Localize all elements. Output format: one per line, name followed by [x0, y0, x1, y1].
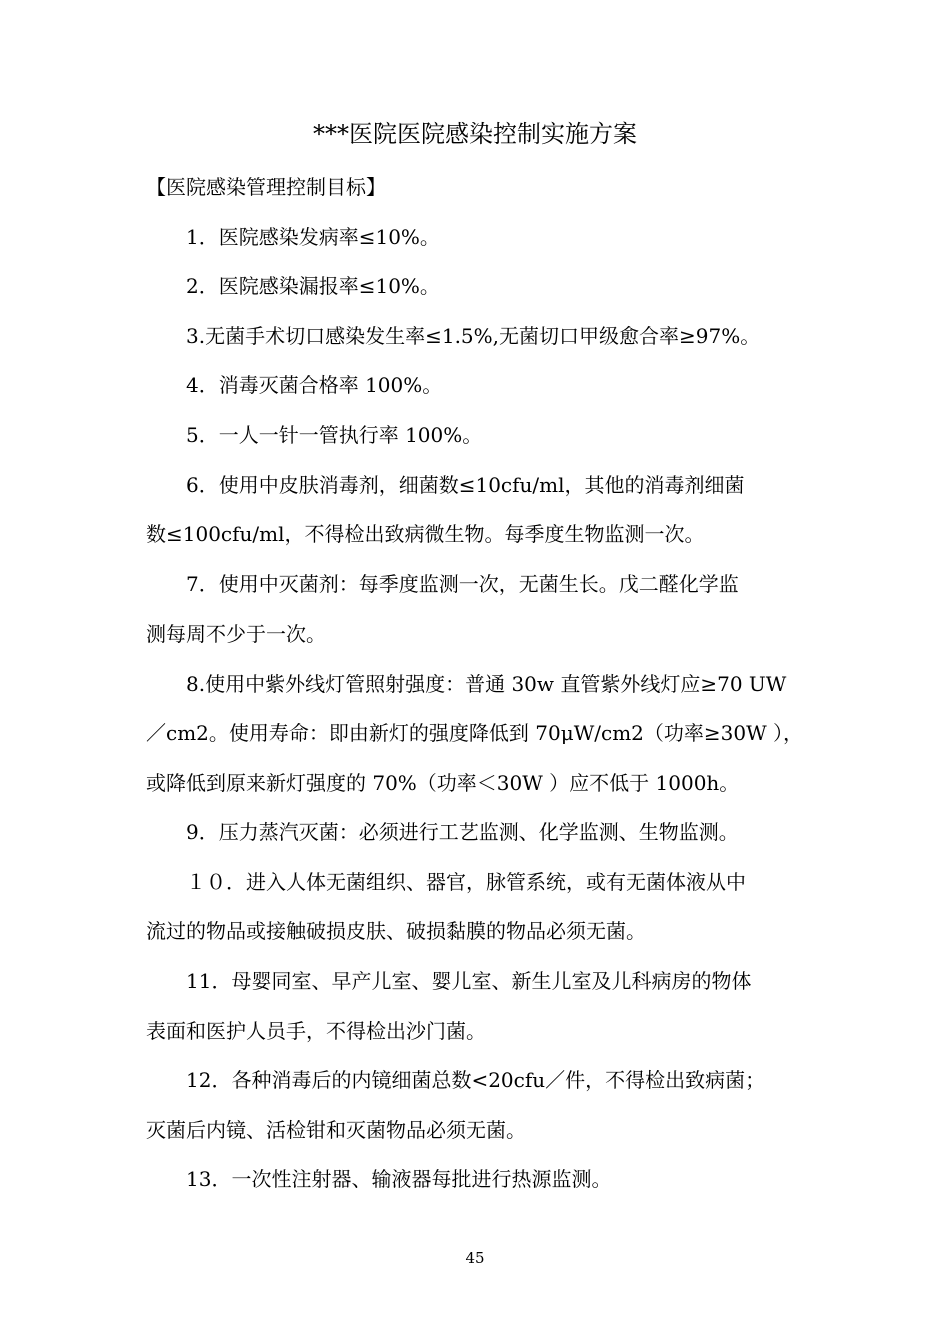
goal-13: 13．一次性注射器、输液器每批进行热源监测。: [186, 1167, 612, 1191]
goal-8-continued-2: 或降低到原来新灯强度的 70%（功率＜30W ）应不低于 1000h。: [146, 771, 740, 795]
goal-9: 9．压力蒸汽灭菌：必须进行工艺监测、化学监测、生物监测。: [186, 820, 739, 844]
goal-5: 5．一人一针一管执行率 100%。: [186, 423, 483, 447]
goal-12-continued: 灭菌后内镜、活检钳和灭菌物品必须无菌。: [146, 1118, 526, 1142]
goal-10-continued: 流过的物品或接触破损皮肤、破损黏膜的物品必须无菌。: [146, 919, 646, 943]
goal-1: 1．医院感染发病率≤10%。: [186, 225, 440, 249]
goal-8-continued-1: ／cm2。使用寿命：即由新灯的强度降低到 70μW/cm2（功率≥30W ），: [146, 721, 804, 745]
goal-11-continued: 表面和医护人员手，不得检出沙门菌。: [146, 1019, 486, 1043]
goal-4: 4．消毒灭菌合格率 100%。: [186, 373, 443, 397]
goal-7: 7．使用中灭菌剂：每季度监测一次，无菌生长。戊二醛化学监: [186, 572, 739, 596]
section-heading: 【医院感染管理控制目标】: [146, 175, 386, 199]
goal-8: 8.使用中紫外线灯管照射强度：普通 30w 直管紫外线灯应≥70 UW: [186, 672, 787, 696]
goal-6-continued: 数≤100cfu/ml，不得检出致病微生物。每季度生物监测一次。: [146, 522, 705, 546]
goal-7-continued: 测每周不少于一次。: [146, 622, 326, 646]
page-number: 45: [465, 1249, 485, 1267]
document-title: ***医院医院感染控制实施方案: [313, 120, 637, 148]
goal-6: 6．使用中皮肤消毒剂，细菌数≤10cfu/ml，其他的消毒剂细菌: [186, 473, 745, 497]
goal-11: 11．母婴同室、早产儿室、婴儿室、新生儿室及儿科病房的物体: [186, 969, 752, 993]
goal-12: 12．各种消毒后的内镜细菌总数<20cfu／件，不得检出致病菌；: [186, 1068, 766, 1092]
goal-2: 2．医院感染漏报率≤10%。: [186, 274, 440, 298]
goal-3: 3.无菌手术切口感染发生率≤1.5%,无菌切口甲级愈合率≥97%。: [186, 324, 761, 348]
goal-10: １０．进入人体无菌组织、器官，脉管系统，或有无菌体液从中: [186, 870, 746, 894]
